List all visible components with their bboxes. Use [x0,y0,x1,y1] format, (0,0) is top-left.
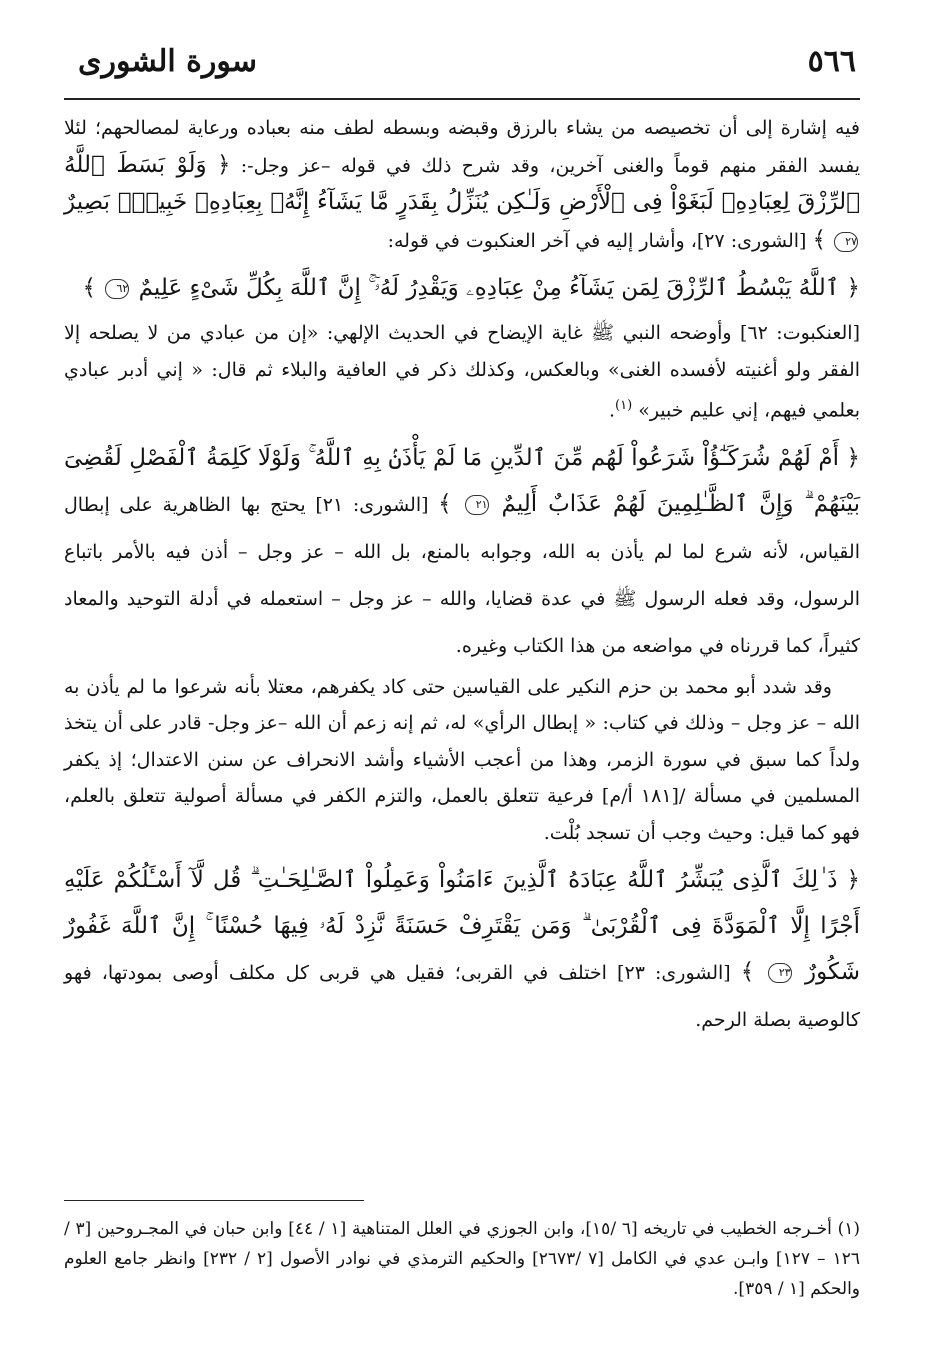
paragraph-1-text: فيه إشارة إلى أن تخصيصه من يشاء بالرزق وقبضه وبسطه لطف منه بعباده ورعاية لمصالحهم؛ لئلا يفسد الفقر منهم قوماً والغنى آخرين، وقد شرح ذلك في قوله –عز وجل-: [64,117,860,177]
quran-verse-62: ٱللَّهُ يَبْسُطُ ٱلرِّزْقَ لِمَن يَشَآءُ مِنْ عِبَادِهِۦ وَيَقْدِرُ لَهُۥٓ ۚ إِنَّ ٱللَّهَ بِكُلِّ شَىْءٍ عَلِيمٌ [138,275,840,301]
commentary-verse-21: [الشورى: ٢١] يحتج بها الظاهرية على إبطال القياس، لأنه شرع لما لم يأذن به الله، وجوابه بالمنع، بل الله – عز وجل – أذن فيه بالأمر باتباع الرسول، وقد فعله الرسول ﷺ في عدة قضايا، والله – عز وجل – استعمله في أدلة التوحيد والمعاد كثيراً، كما قررناه في مواضعه من هذا الكتاب وغيره. [64,493,860,657]
ornate-open-bracket: ﴿ [846,444,860,471]
verse-number-badge: ٢١ [465,495,489,515]
ornate-close-bracket: ﴾ [812,226,826,253]
paragraph-1-continuation: [الشورى: ٢٧]، وأشار إليه في آخر العنكبوت في قوله: [387,229,813,252]
ornate-open-bracket: ﴿ [846,275,860,301]
quran-verse-block-ankabut [64,265,860,311]
ornate-close-bracket: ﴾ [438,490,452,517]
quran-verse-21: أَمْ لَهُمْ شُرَكَـٰٓؤُاْ شَرَعُواْ لَهُم مِّنَ ٱلدِّينِ مَا لَمْ يَأْذَنۢ بِهِ ٱللَّهُ ۚ وَلَوْلَا كَلِمَةُ ٱلْفَصْلِ لَقُضِىَ بَيْنَهُمْ ۗ وَإِنَّ ٱلظَّـٰلِمِينَ لَهُمْ عَذَابٌ أَلِيمٌ [64,444,860,517]
ornate-open-bracket: ﴿ [216,151,231,178]
quran-verse-block-21 [64,435,860,669]
quran-verse-block-23 [64,857,860,1043]
paragraph-1 [64,110,860,259]
commentary-verse-23: [الشورى: ٢٣] اختلف في القربى؛ فقيل هي قربى كل مكلف أوصى بمودتها، فهو كالوصية بصلة الرحم. [64,962,860,1032]
paragraph-hadith-end: . [608,399,616,422]
quran-verse-27: وَلَوْ بَسَطَ ٱللَّهُ ٱلرِّزْقَ لِعِبَادِهِۦ لَبَغَوْاْ فِى ٱلْأَرْضِ وَلَـٰكِن يُنَزِّلُ بِقَدَرٍ مَّا يَشَآءُ إِنَّهُۥ بِعِبَادِهِۦ خَبِيرٌۢ بَصِيرٌ [64,151,860,215]
ornate-close-bracket: ﴾ [82,275,96,301]
verse-number-badge: ٦٢ [105,279,129,299]
verse-number-badge: ٢٧ [834,232,858,252]
paragraph-hadith [64,315,860,429]
footnote-reference: (١) [615,398,633,413]
surah-title: سورة الشورى [78,44,257,79]
footnote: (١) أخـرجه الخطيب في تاريخه [٦ /١٥]، وابن الجوزي في العلل المتناهية [١ / ٤٤] وابن حبان في المجـروحين [٣ / ١٢٦ – ١٢٧] وابـن عدي في الكامل [٧ /٢٦٧٣] والحكيم الترمذي في نوادر الأصول [٢ / ٢٣٢] وانظر جامع العلوم والحكم [١ / ٣٥٩]. [64,1219,861,1299]
quran-verse-23: ذَ ٰلِكَ ٱلَّذِى يُبَشِّرُ ٱللَّهُ عِبَادَهُ ٱلَّذِينَ ءَامَنُواْ وَعَمِلُواْ ٱلصَّـٰلِحَـٰتِ ۗ قُل لَّآ أَسْـَٔلُكُمْ عَلَيْهِ أَجْرًا إِلَّا ٱلْمَوَدَّةَ فِى ٱلْقُرْبَىٰ ۗ وَمَن يَقْتَرِفْ حَسَنَةً نَّزِدْ لَهُۥ فِيهَا حُسْنًا ۚ إِنَّ ٱللَّهَ غَفُورٌ شَكُورٌ [64,867,860,986]
page-header [64,34,860,90]
header-divider [64,98,860,100]
footnote-divider [64,1200,364,1201]
ornate-open-bracket: ﴿ [846,867,861,894]
paragraph-ibn-hazm: وقد شدد أبو محمد بن حزم النكير على القياسين حتى كاد يكفرهم، معتلا بأنه شرعوا ما لم يأذن به الله – عز وجل – وذلك في كتاب: « إبطال الرأي» له، ثم إنه زعم أن الله –عز وجل- قادر على أن يتخذ ولداً كما سبق في سورة الزمر، وهذا من أعجب الأشياء وأشد الانحراف عن سنن الاعتدال؛ إذ يكفر المسلمين في مسألة /[١٨١ أ/م] فرعية تتعلق بالعمل، والتزم الكفر في مسألة أصولية تتعلق بالعلم، فهو كما قيل: وحيث وجب أن تسجد بُلْت. [64,675,861,844]
page-number: ٥٦٦ [807,44,856,79]
verse-number-badge: ٢٣ [768,963,792,983]
ornate-close-bracket: ﴾ [740,959,755,986]
page-body [64,110,860,1047]
book-page [64,34,860,1324]
paragraph-hadith-text: [العنكبوت: ٦٢] وأوضحه النبي ﷺ غاية الإيضاح في الحديث الإلهي: «إن من عبادي من لا يصلحه إلا الفقر ولو أغنيته لأفسده الغنى» وبالعكس، وكذلك ذكر في العافية والبلاء ثم قال: « إني أدبر عبادي بعلمي فيهم، إني عليم خبير» [64,322,861,422]
